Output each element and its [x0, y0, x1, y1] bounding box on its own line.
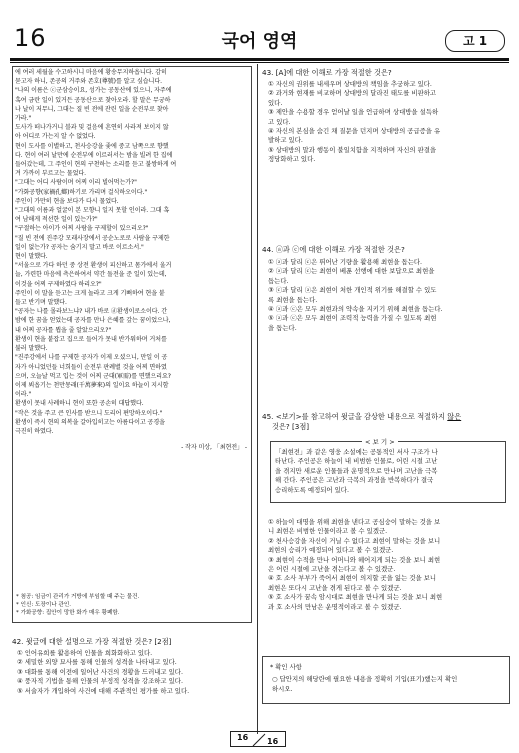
q44-option: ⑤ ⓐ과 ⓒ은 모두 최현이 조력적 능력을 가질 수 있도록 최현 — [268, 314, 437, 323]
q44-option: ② ⓐ과 달리 ⓒ는 최현이 베푼 선행에 대한 보답으로 최현을 — [268, 267, 435, 276]
q43-option: ① 자신의 권위를 내세우며 상대방의 책임을 추궁하고 있다. — [268, 80, 432, 88]
passage-line: 이것을 어찌 구제하였다 하리오?" — [15, 280, 102, 288]
subject-title: 국어 영역 — [221, 31, 298, 52]
q42-option: ④ 풍자적 기법을 통해 인물의 부정적 성격을 강조하고 있다. — [17, 677, 183, 686]
q43-option: 고 있다. — [268, 117, 291, 126]
q42-options — [17, 649, 255, 696]
footnotes — [16, 593, 250, 617]
passage-line: 자가 아니었던들 너희들이 순전부 판례별 것을 어찌 면하였 — [15, 363, 167, 371]
q45-option: ② 천사승강을 자신이 거닐 수 없다고 최현이 말하는 것을 보니 — [268, 536, 441, 545]
q43-option: 발하고 있다. — [268, 136, 303, 145]
q44-stem: 44. ⓐ과 ⓒ에 대한 이해로 가장 적절한 것은? — [262, 245, 405, 254]
q43-option: 있다. — [268, 98, 283, 107]
q43-option: ⑤ 상대방의 말과 행동이 불일치함을 지적하며 자신의 판결을 — [268, 145, 437, 154]
q45-options — [268, 518, 512, 612]
passage-line: 환생이 못내 사례하니 현이 또한 공손히 대답했다. — [15, 400, 144, 408]
q42-option: ③ 대화를 통해 이전에 일어난 사건의 경황을 드러내고 있다. — [17, 667, 183, 676]
passage-line: 다. 현이 여러 날만에 순전부에 이르러서는 밤을 빌려 한 집에 — [15, 151, 173, 159]
footnote-line: * 인신: 도장이나 관인. — [16, 602, 72, 608]
passage-line: 나 날이 저무니, 그대는 질 빈 전에 잔린 일을 순전부로 찾아 — [15, 105, 169, 113]
bogi-line: 해 간다. 주인공은 고난과 극복의 과정을 반복하다가 결국 — [275, 476, 434, 485]
page-total: 16 — [267, 737, 279, 746]
q45-option: ④ 호 소사 부부가 죽어서 최현이 의지할 곳을 잃는 것을 보니 — [268, 574, 437, 583]
q45-option: 최현의 승리가 예정되어 있다고 볼 수 있겠군. — [268, 546, 394, 555]
passage-line: "그대는 어디 사람이며 어찌 이리 빌어먹는가?" — [15, 179, 137, 187]
passage-line: 주인이 가만히 현을 보다가 다시 물었다. — [15, 197, 119, 205]
passage-line: 들고 반기며 말했다. — [15, 299, 67, 307]
passage-source: - 작자 미상, 「최현전」 - — [181, 444, 247, 451]
q42-option: ① 인어유희를 활용하여 인물을 희화화하고 있다. — [17, 649, 153, 657]
q45-stem-prefix: 45. <보기>를 참고하여 윗글을 감상한 내용으로 적절하지 — [262, 412, 448, 421]
check-text-2: 하시오. — [272, 685, 293, 693]
header-rule-thin — [10, 62, 509, 63]
passage-line: "그대의 이름과 얼굴이 본 모향니 일지 못할 인이라. 그대 혹 — [15, 207, 170, 215]
header-rule-thick — [10, 58, 509, 61]
check-title: * 확인 사항 — [270, 663, 302, 671]
passage-line: 으며, 오늘날 먹고 입는 것이 어찌 군대(軍需)를 면했으리요? — [15, 372, 171, 380]
passage-line: 가라." — [15, 115, 32, 123]
footnote-line: * 첨공: 임금이 관리가 거방에 부임할 때 주는 물건. — [16, 594, 140, 600]
passage-line: "가화공향(家禍孔鄕)하기로 가리며 걸식하오이다." — [15, 188, 148, 196]
q44-option: 을 돕는다. — [268, 323, 297, 332]
q43-option: ④ 자신의 본심을 숨긴 채 질문을 던지며 상대방의 공급증을 유 — [268, 127, 441, 136]
q44-option: ④ ⓐ과 ⓒ은 모두 최현과의 약속을 지키기 위해 최현을 돕는다. — [268, 305, 443, 314]
q44-option: ① ⓐ과 달리 ⓒ은 뛰어난 기량을 활용해 최현을 돕는다. — [268, 258, 423, 266]
q45-option: 은 어린 시절에 고난을 겪는다고 볼 수 있겠군. — [268, 565, 396, 574]
q44-option: ③ ⓒ과 달리 ⓐ은 최현이 처한 개인적 위기를 해결할 수 있도 — [268, 286, 437, 295]
passage-line: 환생이 현을 붙잡고 집으로 들어가 못내 반가워하며 거처를 — [15, 335, 167, 343]
passage-line: 에 여러 세월을 수고하시니 마음에 황송무지하옵니다. 감히 — [15, 69, 167, 76]
passage-line: 일이 없는가? 공자는 숨기지 말고 바로 이르소서." — [15, 243, 144, 251]
passage-line: 늘, 가련한 마음에 측은하여서 약간 돌전을 준 일이 있는데, — [15, 271, 167, 279]
passage-line: 불러 말했다. — [15, 345, 48, 353]
q42-stem: 42. 윗글에 대한 설명으로 가장 적절한 것은? [2점] — [12, 637, 172, 646]
q45-option: 니 최현은 비범한 인물이라고 볼 수 있겠군. — [268, 527, 388, 536]
passage-line: 들어갔는데, 그 주인이 현의 구천하는 소리를 듣고 불쌍하게 여 — [15, 161, 177, 169]
q42-option: ⑤ 서술자가 개입하여 사건에 대해 주관적인 평가를 하고 있다. — [17, 686, 190, 695]
q44-option: 돕는다. — [268, 276, 289, 285]
passage-line: 현이 도사를 이별하고, 천사승강을 좇에 중고 남쪽으로 향했 — [15, 142, 169, 150]
bogi-line: 「최현전」과 같은 영웅 소설에는 공통적인 서사 구조가 나 — [275, 448, 438, 456]
q43-option: ② 과거와 현재를 비교하며 상대방의 달라진 태도를 비판하고 — [268, 89, 437, 98]
bogi-line: 타난다. 주인공은 하늘이 내 비범한 인물로, 어린 시절 고난 — [275, 457, 438, 466]
passage-line: 극진히 하였다. — [15, 427, 54, 435]
grade-badge: 고 1 — [445, 30, 505, 52]
passage-line: 혹여 금란 일이 있거든 공동산으로 찾아오라. 할 말은 무궁하 — [15, 96, 171, 104]
passage-line: 아 어디로 가는지 알 수 없었다. — [15, 133, 96, 141]
passage-line: "진주강에서 나를 구제한 공자가 이제 오셨으니, 만일 이 공 — [15, 354, 168, 362]
passage-line: 환생이 즉시 현의 의복을 갈아입히고는 아름다이고 공경을 — [15, 418, 165, 426]
passage-line: 묻고자 하니, 존공의 거주와 존호(尊號)를 알고 싶습니다. — [15, 78, 162, 86]
page-number: 16 — [14, 24, 47, 52]
passage-line: 주인이 이 말을 듣고는 크게 놀라고 크게 기뻐하여 현을 붙 — [15, 289, 165, 297]
passage-line: "서울으로 가다 하던 중 상전 환생이 피신하고 몸가에서 울거 — [15, 262, 172, 270]
q44-options — [268, 258, 512, 333]
page-current: 16 — [237, 733, 249, 742]
passage-line: 겨 가까이 부르고는 물었다. — [15, 170, 87, 178]
passage-line: 현이 말했다. — [15, 253, 48, 261]
passage-line: 밤에 한 꿈을 얻었는데 공자를 만나 은혜를 갚는 꿈이었으나, — [15, 317, 171, 325]
bogi-text — [275, 448, 503, 495]
column-divider — [257, 64, 258, 734]
q44-option: 록 최현을 돕는다. — [268, 295, 318, 304]
passage-line: "나의 이름은 ⓒ군삼승이요, 성가는 공동산에 있으니, 자주에 — [15, 87, 172, 95]
q43-stem: 43. [A]에 대한 이해로 가장 적절한 것은? — [262, 68, 392, 77]
passage-text — [15, 68, 249, 436]
q45-option: 과 호 소사의 만남은 운명적이라고 볼 수 있겠군. — [268, 602, 402, 611]
q45-stem — [262, 412, 512, 422]
q45-option: 최현은 또다시 고난을 겪게 된다고 볼 수 있겠군. — [268, 583, 402, 592]
passage-line: 도사가 떠나가거니 블과 및 걸음에 흔연히 사라져 보이지 않 — [15, 124, 169, 132]
q45-option: ① 하늘이 대명을 위해 최현을 낸다고 공심숭이 말하는 것을 보 — [268, 518, 441, 526]
passage-line: "공자는 나를 몰라보느냐? 내가 바로 ⓓ환생이로소이다. 간 — [15, 308, 167, 316]
q45-stem-underline: 않은 — [447, 412, 462, 421]
bogi-label: < 보 기 > — [362, 437, 398, 446]
check-text-1: ○ 답안지의 해당란에 필요한 내용을 정확히 기입(표기)했는지 확인 — [272, 675, 458, 683]
q45-stem-suffix: 것은? [3점] — [272, 422, 310, 431]
q43-option: ③ 제안을 수용할 경우 얻어날 일을 언급하며 상대방을 설득하 — [268, 108, 439, 117]
footnote-line: * 가화공향: 집안이 망한 화가 매우 황폐함. — [16, 610, 120, 616]
passage-line: "구절하는 아이가 어찌 사람을 구제할이 있으리오?" — [15, 225, 149, 233]
passage-line: 이제 뵈옵기는 천만몽래(千萬夢來)의 일이요 하늘이 지시함 — [15, 381, 169, 389]
passage-line: 이라." — [15, 391, 32, 399]
bogi-line: 을 겪지만 새로운 인물들과 운명적으로 만나며 고난을 극복 — [275, 466, 438, 475]
q42-option: ② 세밀한 외양 묘사를 통해 인물의 성격을 나타내고 있다. — [17, 658, 177, 667]
q43-option: 정당화하고 있다. — [268, 155, 316, 164]
passage-line: 내 어찌 공자를 뵙을 줄 알았으리오?" — [15, 326, 112, 334]
q43-options — [268, 80, 512, 165]
passage-line: "작은 것을 주고 큰 인사를 받으니 도리어 편망하오이다." — [15, 409, 163, 417]
passage-line: "질 빈 전에 진주강 모래사장에서 공순노로로 사람을 구제한 — [15, 234, 170, 242]
passage-line: 여 남해게 적선한 일이 있는가?" — [15, 216, 98, 224]
q45-option: ⑤ 호 소사가 꿈속 암시대로 최현을 만나게 되는 것을 보니 최현 — [268, 593, 443, 602]
bogi-line: 승리하도록 예정되어 있다. — [275, 485, 350, 494]
page-indicator — [230, 731, 286, 747]
q45-option: ③ 최현이 수적을 만나 어머니와 헤어지게 되는 것을 보니 최현 — [268, 555, 441, 564]
